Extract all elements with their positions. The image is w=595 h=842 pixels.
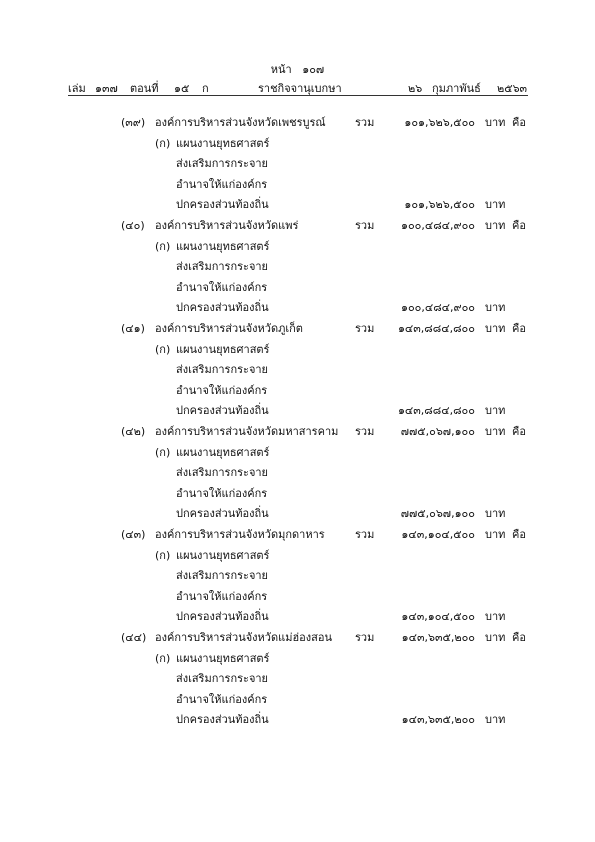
plan-line-4: ปกครองส่วนท้องถิ่น xyxy=(176,507,269,520)
plan-prefix: (ก) xyxy=(155,136,171,150)
entry-amount: ๑๔๓,๘๘๔,๘๐๐ xyxy=(397,322,475,335)
plan-prefix: (ก) xyxy=(155,548,171,562)
plan-line-2: ส่งเสริมการกระจาย xyxy=(176,260,269,273)
plan-line-3: อำนาจให้แก่องค์กร xyxy=(176,280,268,294)
plan-amount: ๗๗๕,๐๖๗,๑๐๐ xyxy=(400,507,475,520)
page-number xyxy=(0,64,595,75)
total-label: รวม xyxy=(355,322,375,335)
date-day: ๒๖ xyxy=(408,82,423,95)
entry-amount: ๑๐๑,๖๒๖,๕๐๐ xyxy=(404,116,475,129)
plan-baht-label: บาท xyxy=(485,404,506,417)
plan-line-4: ปกครองส่วนท้องถิ่น xyxy=(176,404,269,417)
total-label: รวม xyxy=(355,116,375,129)
baht-label: บาท xyxy=(485,631,506,644)
entry-amount: ๗๗๕,๐๖๗,๑๐๐ xyxy=(400,425,475,438)
plan-amount: ๑๔๓,๑๐๔,๕๐๐ xyxy=(401,610,475,623)
plan-line-4: ปกครองส่วนท้องถิ่น xyxy=(176,713,269,726)
plan-line-3: อำนาจให้แก่องค์กร xyxy=(176,177,268,191)
plan-line-2: ส่งเสริมการกระจาย xyxy=(176,363,269,376)
entry-amount: ๑๐๐,๔๘๔,๙๐๐ xyxy=(400,219,475,232)
plan-line-4: ปกครองส่วนท้องถิ่น xyxy=(176,610,269,623)
entry-name: องค์การบริหารส่วนจังหวัดภูเก็ต xyxy=(155,322,303,335)
plan-line-1: แผนงานยุทธศาสตร์ xyxy=(176,239,270,253)
plan-line-4: ปกครองส่วนท้องถิ่น xyxy=(176,301,269,314)
plan-prefix: (ก) xyxy=(155,239,171,253)
baht-label: บาท xyxy=(485,322,506,335)
plan-amount: ๑๐๑,๖๒๖,๕๐๐ xyxy=(404,198,475,211)
plan-prefix: (ก) xyxy=(155,445,171,459)
plan-line-1: แผนงานยุทธศาสตร์ xyxy=(176,136,270,150)
entry-index: (๔๑) xyxy=(121,322,145,335)
namely-label: คือ xyxy=(512,528,526,541)
plan-prefix: (ก) xyxy=(155,342,171,356)
plan-baht-label: บาท xyxy=(485,713,506,726)
entry-index: (๔๓) xyxy=(121,528,146,541)
entry-name: องค์การบริหารส่วนจังหวัดเพชรบูรณ์ xyxy=(155,116,326,129)
entry-index: (๔๔) xyxy=(121,631,147,644)
namely-label: คือ xyxy=(512,116,526,129)
baht-label: บาท xyxy=(485,116,506,129)
entry-name: องค์การบริหารส่วนจังหวัดแพร่ xyxy=(155,219,299,232)
plan-line-4: ปกครองส่วนท้องถิ่น xyxy=(176,198,269,211)
plan-line-3: อำนาจให้แก่องค์กร xyxy=(176,692,268,706)
entry-amount: ๑๔๓,๖๓๕,๒๐๐ xyxy=(401,631,475,644)
namely-label: คือ xyxy=(512,219,526,232)
plan-line-2: ส่งเสริมการกระจาย xyxy=(176,466,269,479)
entry-amount: ๑๔๓,๑๐๔,๕๐๐ xyxy=(401,528,475,541)
total-label: รวม xyxy=(355,528,375,541)
plan-line-3: อำนาจให้แก่องค์กร xyxy=(176,486,268,500)
entry-index: (๔๐) xyxy=(121,219,145,232)
namely-label: คือ xyxy=(512,322,526,335)
issue-section: ก xyxy=(202,82,209,95)
plan-line-1: แผนงานยุทธศาสตร์ xyxy=(176,445,270,459)
entry-index: (๔๒) xyxy=(121,425,146,438)
entry-name: องค์การบริหารส่วนจังหวัดมหาสารคาม xyxy=(155,425,339,438)
page-number-value: ๑๐๗ xyxy=(302,63,325,76)
plan-line-1: แผนงานยุทธศาสตร์ xyxy=(176,342,270,356)
plan-line-2: ส่งเสริมการกระจาย xyxy=(176,569,269,582)
plan-line-3: อำนาจให้แก่องค์กร xyxy=(176,383,268,397)
total-label: รวม xyxy=(355,425,375,438)
date-month: กุมภาพันธ์ xyxy=(432,82,481,95)
plan-amount: ๑๐๐,๔๘๔,๙๐๐ xyxy=(400,301,475,314)
entry-name: องค์การบริหารส่วนจังหวัดมุกดาหาร xyxy=(155,528,325,541)
baht-label: บาท xyxy=(485,528,506,541)
namely-label: คือ xyxy=(512,425,526,438)
plan-amount: ๑๔๓,๘๘๔,๘๐๐ xyxy=(397,404,475,417)
volume-number: ๑๓๗ xyxy=(95,82,118,95)
plan-line-2: ส่งเสริมการกระจาย xyxy=(176,157,269,170)
entry-name: องค์การบริหารส่วนจังหวัดแม่ฮ่องสอน xyxy=(155,631,332,644)
plan-line-3: อำนาจให้แก่องค์กร xyxy=(176,589,268,603)
plan-line-1: แผนงานยุทธศาสตร์ xyxy=(176,548,270,562)
page-label: หน้า xyxy=(270,63,292,76)
plan-prefix: (ก) xyxy=(155,651,171,665)
volume-label: เล่ม xyxy=(68,82,86,95)
baht-label: บาท xyxy=(485,219,506,232)
entry-index: (๓๙) xyxy=(121,116,146,129)
total-label: รวม xyxy=(355,219,375,232)
plan-baht-label: บาท xyxy=(485,610,506,623)
issue-number: ๑๕ xyxy=(174,82,190,95)
baht-label: บาท xyxy=(485,425,506,438)
issue-label: ตอนที่ xyxy=(130,82,159,95)
total-label: รวม xyxy=(355,631,375,644)
plan-line-1: แผนงานยุทธศาสตร์ xyxy=(176,651,270,665)
plan-baht-label: บาท xyxy=(485,507,506,520)
plan-baht-label: บาท xyxy=(485,301,506,314)
plan-line-2: ส่งเสริมการกระจาย xyxy=(176,672,269,685)
header-rule xyxy=(68,95,528,96)
plan-baht-label: บาท xyxy=(485,198,506,211)
gazette-name: ราชกิจจานุเบกษา xyxy=(258,82,342,95)
date-year: ๒๕๖๓ xyxy=(497,82,528,95)
plan-amount: ๑๔๓,๖๓๕,๒๐๐ xyxy=(401,713,475,726)
namely-label: คือ xyxy=(512,631,526,644)
